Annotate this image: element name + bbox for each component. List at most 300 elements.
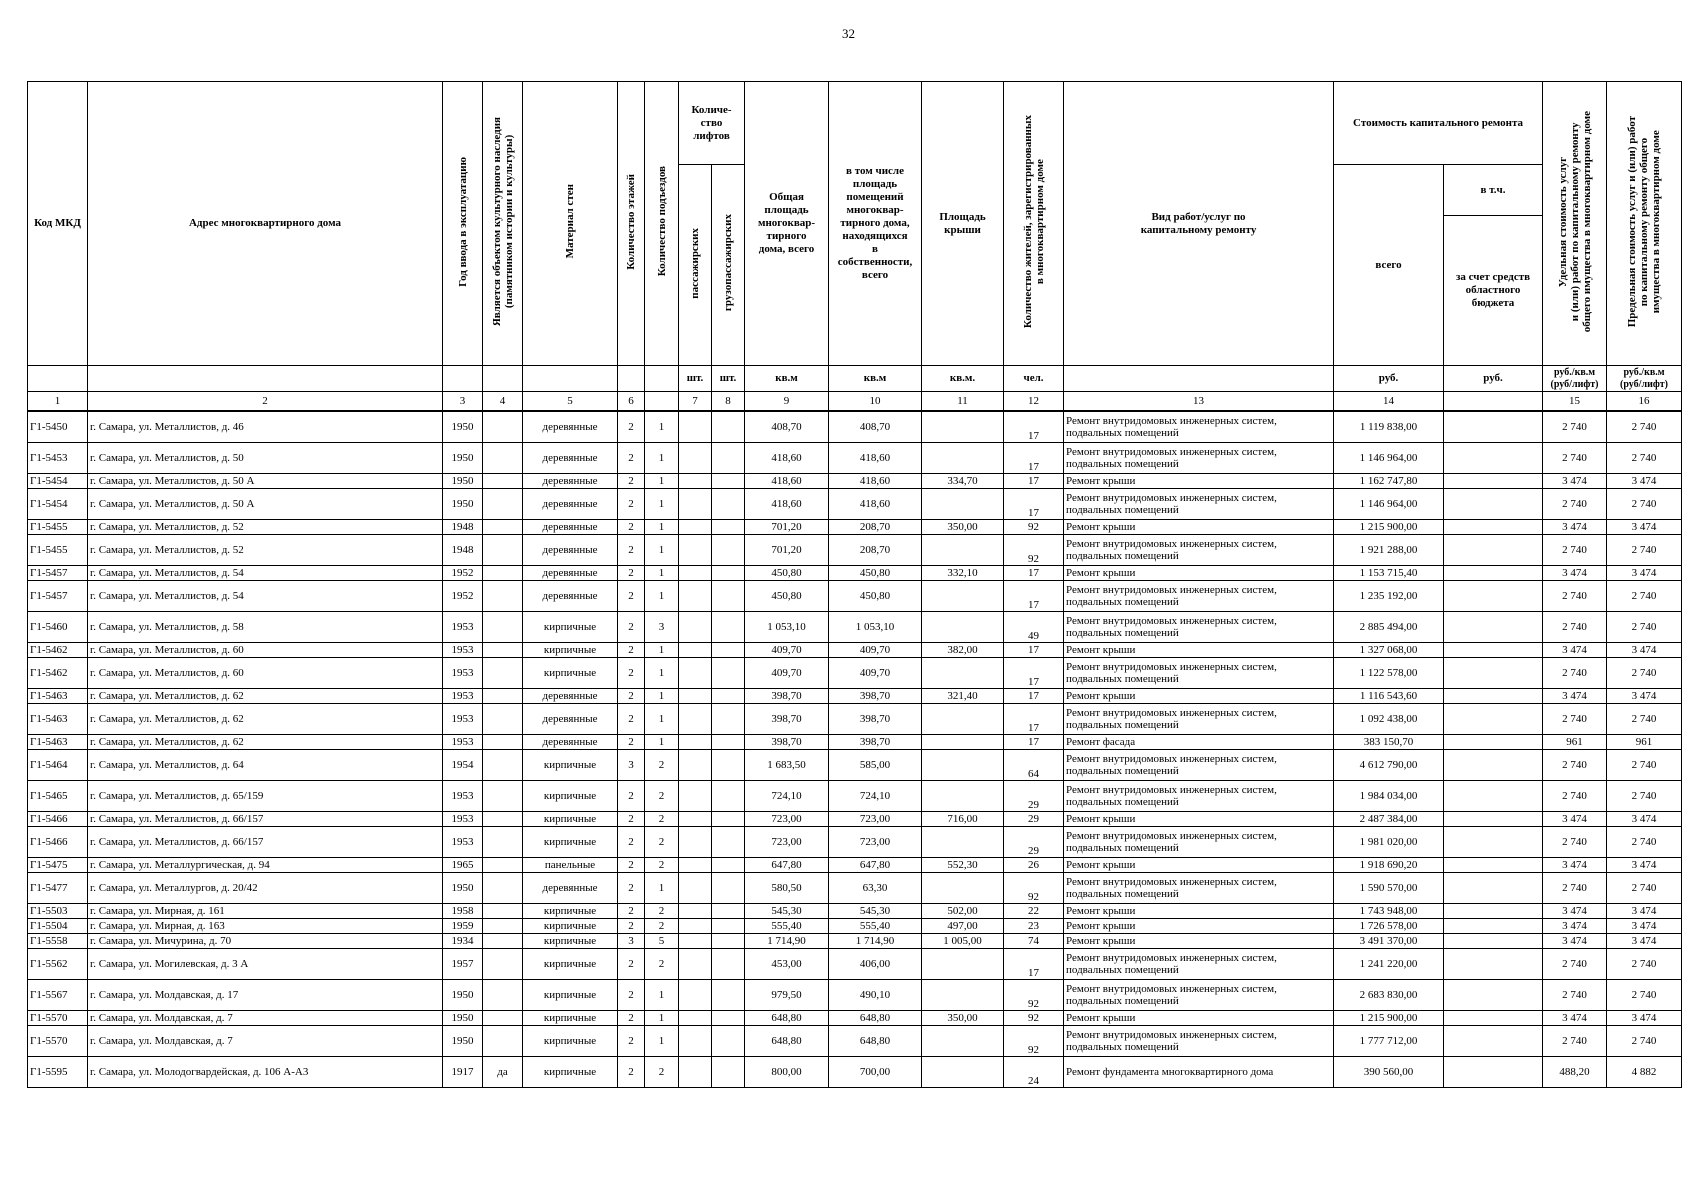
header-entrances: Количество подъездов [645, 82, 679, 366]
cell-material: деревянные [523, 443, 618, 474]
cell-material: кирпичные [523, 750, 618, 781]
cell-floors: 2 [618, 781, 645, 812]
cell-work-type: Ремонт крыши [1064, 934, 1334, 949]
header-cost-regional: за счет средств областного бюджета [1444, 216, 1543, 366]
table-row [28, 919, 1682, 934]
cell-residents: 17 [1004, 689, 1064, 704]
cell-heritage [483, 535, 523, 566]
cell-floors: 2 [618, 980, 645, 1011]
cell-limit-cost: 3 474 [1607, 919, 1682, 934]
cell-year: 1950 [443, 411, 483, 443]
header-work-type: Вид работ/услуг по капитальному ремонту [1064, 82, 1334, 366]
cell-floors: 2 [618, 581, 645, 612]
cell-owned-area: 418,60 [829, 474, 922, 489]
column-number: 15 [1543, 392, 1607, 412]
unit-people: чел. [1004, 366, 1064, 392]
cell-heritage [483, 919, 523, 934]
cell-cost-total: 1 984 034,00 [1334, 781, 1444, 812]
cell-cost-regional [1444, 535, 1543, 566]
cell-year: 1950 [443, 474, 483, 489]
cell-code: Г1-5463 [28, 704, 88, 735]
cell-total-area: 580,50 [745, 873, 829, 904]
cell-floors: 2 [618, 1057, 645, 1088]
cell-cost-total: 1 327 068,00 [1334, 643, 1444, 658]
cell-roof-area: 1 005,00 [922, 934, 1004, 949]
cell-material: кирпичные [523, 827, 618, 858]
column-number: 11 [922, 392, 1004, 412]
cell-entrances: 2 [645, 781, 679, 812]
cell-heritage [483, 812, 523, 827]
units-row [28, 366, 1682, 392]
cell-limit-cost: 2 740 [1607, 489, 1682, 520]
cell-limit-cost: 961 [1607, 735, 1682, 750]
cell-cost-regional [1444, 934, 1543, 949]
cell-material: кирпичные [523, 1026, 618, 1057]
cell-heritage [483, 904, 523, 919]
cell-total-area: 450,80 [745, 581, 829, 612]
cell-lifts-passenger [679, 704, 712, 735]
table-row [28, 904, 1682, 919]
cell-entrances: 2 [645, 812, 679, 827]
cell-cost-regional [1444, 411, 1543, 443]
cell-unit-cost: 3 474 [1543, 566, 1607, 581]
cell-cost-regional [1444, 873, 1543, 904]
cell-total-area: 723,00 [745, 827, 829, 858]
cell-entrances: 1 [645, 643, 679, 658]
capital-repair-table-container [27, 81, 1682, 1088]
cell-total-area: 418,60 [745, 489, 829, 520]
capital-repair-table [27, 81, 1682, 1088]
cell-code: Г1-5465 [28, 781, 88, 812]
cell-roof-area: 502,00 [922, 904, 1004, 919]
cell-work-type: Ремонт внутридомовых инженерных систем, подвальных помещений [1064, 581, 1334, 612]
cell-lifts-passenger [679, 489, 712, 520]
table-row [28, 949, 1682, 980]
cell-address: г. Самара, ул. Могилевская, д. 3 А [88, 949, 443, 980]
cell-lifts-passenger [679, 411, 712, 443]
cell-limit-cost: 2 740 [1607, 411, 1682, 443]
cell-owned-area: 724,10 [829, 781, 922, 812]
cell-work-type: Ремонт фасада [1064, 735, 1334, 750]
cell-residents: 17 [1004, 566, 1064, 581]
cell-owned-area: 398,70 [829, 735, 922, 750]
cell-residents: 92 [1004, 1011, 1064, 1026]
cell-owned-area: 398,70 [829, 704, 922, 735]
cell-unit-cost: 961 [1543, 735, 1607, 750]
cell-heritage [483, 443, 523, 474]
cell-floors: 2 [618, 689, 645, 704]
cell-entrances: 1 [645, 704, 679, 735]
cell-work-type: Ремонт внутридомовых инженерных систем, подвальных помещений [1064, 411, 1334, 443]
table-row [28, 827, 1682, 858]
table-row [28, 735, 1682, 750]
cell-material: кирпичные [523, 980, 618, 1011]
cell-heritage [483, 949, 523, 980]
table-row [28, 489, 1682, 520]
cell-cost-regional [1444, 581, 1543, 612]
cell-lifts-cargo [712, 827, 745, 858]
cell-floors: 3 [618, 934, 645, 949]
cell-material: деревянные [523, 704, 618, 735]
cell-total-area: 398,70 [745, 704, 829, 735]
cell-address: г. Самара, ул. Металлистов, д. 54 [88, 566, 443, 581]
cell-heritage [483, 489, 523, 520]
cell-lifts-passenger [679, 566, 712, 581]
cell-owned-area: 418,60 [829, 489, 922, 520]
cell-roof-area [922, 535, 1004, 566]
cell-code: Г1-5570 [28, 1011, 88, 1026]
cell-residents: 17 [1004, 581, 1064, 612]
cell-address: г. Самара, ул. Металлургов, д. 20/42 [88, 873, 443, 904]
cell-unit-cost: 2 740 [1543, 873, 1607, 904]
cell-total-area: 418,60 [745, 474, 829, 489]
cell-limit-cost: 2 740 [1607, 658, 1682, 689]
table-row [28, 934, 1682, 949]
cell-lifts-passenger [679, 735, 712, 750]
cell-address: г. Самара, ул. Мирная, д. 161 [88, 904, 443, 919]
cell-total-area: 409,70 [745, 643, 829, 658]
cell-cost-regional [1444, 704, 1543, 735]
table-row [28, 411, 1682, 443]
table-row [28, 858, 1682, 873]
cell-limit-cost: 2 740 [1607, 612, 1682, 643]
cell-residents: 17 [1004, 411, 1064, 443]
cell-code: Г1-5477 [28, 873, 88, 904]
cell-entrances: 1 [645, 735, 679, 750]
cell-heritage [483, 1011, 523, 1026]
cell-lifts-passenger [679, 474, 712, 489]
cell-year: 1953 [443, 704, 483, 735]
cell-cost-total: 1 122 578,00 [1334, 658, 1444, 689]
cell-entrances: 2 [645, 858, 679, 873]
cell-heritage [483, 520, 523, 535]
cell-floors: 2 [618, 566, 645, 581]
cell-owned-area: 700,00 [829, 1057, 922, 1088]
cell-code: Г1-5462 [28, 643, 88, 658]
cell-residents: 17 [1004, 474, 1064, 489]
column-number: 14 [1334, 392, 1444, 412]
cell-cost-total: 1 119 838,00 [1334, 411, 1444, 443]
cell-unit-cost: 3 474 [1543, 858, 1607, 873]
table-row [28, 980, 1682, 1011]
table-body [28, 411, 1682, 1088]
cell-residents: 17 [1004, 949, 1064, 980]
cell-roof-area: 350,00 [922, 1011, 1004, 1026]
cell-entrances: 2 [645, 1057, 679, 1088]
cell-year: 1950 [443, 980, 483, 1011]
cell-entrances: 1 [645, 474, 679, 489]
cell-owned-area: 409,70 [829, 643, 922, 658]
cell-limit-cost: 3 474 [1607, 689, 1682, 704]
unit-sqm-roof: кв.м. [922, 366, 1004, 392]
cell-year: 1948 [443, 535, 483, 566]
cell-work-type: Ремонт крыши [1064, 919, 1334, 934]
cell-residents: 92 [1004, 1026, 1064, 1057]
cell-total-area: 1 683,50 [745, 750, 829, 781]
cell-address: г. Самара, ул. Молдавская, д. 17 [88, 980, 443, 1011]
cell-address: г. Самара, ул. Металлистов, д. 58 [88, 612, 443, 643]
cell-roof-area: 497,00 [922, 919, 1004, 934]
unit-rub-regional: руб. [1444, 366, 1543, 392]
cell-entrances: 2 [645, 919, 679, 934]
cell-work-type: Ремонт внутридомовых инженерных систем, подвальных помещений [1064, 827, 1334, 858]
cell-work-type: Ремонт внутридомовых инженерных систем, подвальных помещений [1064, 1026, 1334, 1057]
unit-pcs-passenger: шт. [679, 366, 712, 392]
cell-heritage: да [483, 1057, 523, 1088]
cell-cost-total: 2 885 494,00 [1334, 612, 1444, 643]
cell-lifts-cargo [712, 689, 745, 704]
cell-lifts-cargo [712, 612, 745, 643]
cell-address: г. Самара, ул. Металлистов, д. 54 [88, 581, 443, 612]
cell-unit-cost: 2 740 [1543, 489, 1607, 520]
table-row [28, 689, 1682, 704]
cell-lifts-passenger [679, 520, 712, 535]
cell-total-area: 418,60 [745, 443, 829, 474]
table-row [28, 443, 1682, 474]
cell-total-area: 647,80 [745, 858, 829, 873]
cell-address: г. Самара, ул. Металлистов, д. 50 А [88, 489, 443, 520]
cell-owned-area: 1 053,10 [829, 612, 922, 643]
cell-address: г. Самара, ул. Металлистов, д. 46 [88, 411, 443, 443]
column-number: 1 [28, 392, 88, 412]
cell-material: кирпичные [523, 904, 618, 919]
cell-heritage [483, 858, 523, 873]
cell-code: Г1-5567 [28, 980, 88, 1011]
cell-year: 1953 [443, 612, 483, 643]
cell-lifts-cargo [712, 704, 745, 735]
cell-cost-total: 1 146 964,00 [1334, 443, 1444, 474]
cell-roof-area [922, 443, 1004, 474]
cell-address: г. Самара, ул. Металлистов, д. 50 [88, 443, 443, 474]
cell-unit-cost: 2 740 [1543, 1026, 1607, 1057]
table-row [28, 704, 1682, 735]
cell-cost-total: 1 726 578,00 [1334, 919, 1444, 934]
cell-roof-area: 382,00 [922, 643, 1004, 658]
cell-residents: 92 [1004, 535, 1064, 566]
cell-roof-area: 332,10 [922, 566, 1004, 581]
cell-cost-total: 1 146 964,00 [1334, 489, 1444, 520]
unit-rub-sqm-unit: руб./кв.м (руб/лифт) [1543, 366, 1607, 392]
table-row [28, 520, 1682, 535]
cell-lifts-cargo [712, 781, 745, 812]
cell-roof-area: 552,30 [922, 858, 1004, 873]
cell-total-area: 1 714,90 [745, 934, 829, 949]
cell-entrances: 1 [645, 566, 679, 581]
cell-year: 1965 [443, 858, 483, 873]
cell-year: 1954 [443, 750, 483, 781]
cell-entrances: 3 [645, 612, 679, 643]
cell-lifts-cargo [712, 873, 745, 904]
cell-heritage [483, 735, 523, 750]
cell-lifts-cargo [712, 904, 745, 919]
cell-year: 1953 [443, 812, 483, 827]
cell-lifts-passenger [679, 904, 712, 919]
cell-owned-area: 450,80 [829, 581, 922, 612]
cell-address: г. Самара, ул. Металлистов, д. 60 [88, 658, 443, 689]
cell-roof-area [922, 949, 1004, 980]
cell-work-type: Ремонт крыши [1064, 1011, 1334, 1026]
cell-address: г. Самара, ул. Мичурина, д. 70 [88, 934, 443, 949]
table-row [28, 581, 1682, 612]
cell-lifts-cargo [712, 658, 745, 689]
cell-material: кирпичные [523, 612, 618, 643]
cell-cost-regional [1444, 489, 1543, 520]
header-limit-cost: Предельная стоимость услуг и (или) работ по капитальному ремонту общего имущества в многоквартирном доме [1607, 82, 1682, 366]
cell-lifts-passenger [679, 1057, 712, 1088]
cell-material: деревянные [523, 689, 618, 704]
cell-material: кирпичные [523, 934, 618, 949]
cell-cost-regional [1444, 520, 1543, 535]
cell-unit-cost: 3 474 [1543, 689, 1607, 704]
cell-work-type: Ремонт внутридомовых инженерных систем, подвальных помещений [1064, 658, 1334, 689]
cell-address: г. Самара, ул. Металлистов, д. 62 [88, 735, 443, 750]
cell-floors: 2 [618, 612, 645, 643]
cell-cost-total: 1 235 192,00 [1334, 581, 1444, 612]
header-lifts: Количе- ство лифтов [679, 82, 745, 165]
cell-cost-total: 1 215 900,00 [1334, 520, 1444, 535]
table-row [28, 612, 1682, 643]
cell-unit-cost: 3 474 [1543, 934, 1607, 949]
cell-lifts-passenger [679, 535, 712, 566]
cell-owned-area: 585,00 [829, 750, 922, 781]
cell-material: панельные [523, 858, 618, 873]
cell-lifts-cargo [712, 411, 745, 443]
cell-address: г. Самара, ул. Металлистов, д. 66/157 [88, 827, 443, 858]
cell-limit-cost: 2 740 [1607, 827, 1682, 858]
cell-cost-regional [1444, 980, 1543, 1011]
cell-floors: 2 [618, 827, 645, 858]
cell-lifts-passenger [679, 949, 712, 980]
header-cost-group: Стоимость капитального ремонта [1334, 82, 1543, 165]
unit-sqm-total: кв.м [745, 366, 829, 392]
cell-total-area: 408,70 [745, 411, 829, 443]
cell-heritage [483, 704, 523, 735]
cell-year: 1953 [443, 689, 483, 704]
cell-unit-cost: 3 474 [1543, 919, 1607, 934]
cell-material: деревянные [523, 735, 618, 750]
cell-code: Г1-5455 [28, 520, 88, 535]
cell-unit-cost: 2 740 [1543, 980, 1607, 1011]
cell-cost-total: 1 241 220,00 [1334, 949, 1444, 980]
cell-code: Г1-5455 [28, 535, 88, 566]
cell-lifts-passenger [679, 612, 712, 643]
cell-floors: 2 [618, 489, 645, 520]
cell-floors: 2 [618, 474, 645, 489]
cell-lifts-cargo [712, 812, 745, 827]
cell-entrances: 1 [645, 411, 679, 443]
cell-roof-area [922, 489, 1004, 520]
cell-cost-total: 1 162 747,80 [1334, 474, 1444, 489]
column-number: 16 [1607, 392, 1682, 412]
table-row [28, 750, 1682, 781]
cell-cost-total: 1 743 948,00 [1334, 904, 1444, 919]
cell-code: Г1-5466 [28, 827, 88, 858]
column-number: 2 [88, 392, 443, 412]
cell-year: 1953 [443, 735, 483, 750]
cell-address: г. Самара, ул. Металлистов, д. 52 [88, 520, 443, 535]
cell-work-type: Ремонт крыши [1064, 689, 1334, 704]
header-material: Материал стен [523, 82, 618, 366]
cell-lifts-passenger [679, 1011, 712, 1026]
cell-cost-regional [1444, 781, 1543, 812]
cell-lifts-passenger [679, 919, 712, 934]
cell-cost-regional [1444, 735, 1543, 750]
cell-heritage [483, 411, 523, 443]
cell-cost-total: 2 683 830,00 [1334, 980, 1444, 1011]
cell-code: Г1-5503 [28, 904, 88, 919]
cell-code: Г1-5504 [28, 919, 88, 934]
cell-material: кирпичные [523, 949, 618, 980]
cell-cost-total: 1 116 543,60 [1334, 689, 1444, 704]
cell-roof-area [922, 1057, 1004, 1088]
cell-roof-area: 334,70 [922, 474, 1004, 489]
cell-work-type: Ремонт внутридомовых инженерных систем, подвальных помещений [1064, 489, 1334, 520]
cell-limit-cost: 3 474 [1607, 812, 1682, 827]
cell-floors: 2 [618, 904, 645, 919]
page-number: 32 [842, 26, 855, 41]
cell-roof-area: 350,00 [922, 520, 1004, 535]
cell-residents: 49 [1004, 612, 1064, 643]
cell-residents: 92 [1004, 980, 1064, 1011]
cell-residents: 29 [1004, 827, 1064, 858]
cell-lifts-cargo [712, 643, 745, 658]
cell-material: деревянные [523, 520, 618, 535]
cell-cost-total: 1 777 712,00 [1334, 1026, 1444, 1057]
cell-residents: 29 [1004, 781, 1064, 812]
cell-residents: 23 [1004, 919, 1064, 934]
cell-code: Г1-5454 [28, 474, 88, 489]
cell-entrances: 2 [645, 904, 679, 919]
cell-code: Г1-5570 [28, 1026, 88, 1057]
cell-year: 1953 [443, 643, 483, 658]
cell-cost-total: 1 092 438,00 [1334, 704, 1444, 735]
cell-cost-total: 4 612 790,00 [1334, 750, 1444, 781]
cell-lifts-passenger [679, 781, 712, 812]
table-row [28, 1026, 1682, 1057]
cell-lifts-passenger [679, 858, 712, 873]
cell-cost-total: 1 918 690,20 [1334, 858, 1444, 873]
header-code: Код МКД [28, 82, 88, 366]
cell-floors: 3 [618, 750, 645, 781]
column-number: 8 [712, 392, 745, 412]
cell-roof-area [922, 581, 1004, 612]
cell-address: г. Самара, ул. Металлистов, д. 64 [88, 750, 443, 781]
cell-entrances: 2 [645, 750, 679, 781]
cell-cost-regional [1444, 904, 1543, 919]
cell-floors: 2 [618, 1011, 645, 1026]
table-row [28, 1057, 1682, 1088]
cell-residents: 17 [1004, 735, 1064, 750]
column-number: 10 [829, 392, 922, 412]
cell-residents: 17 [1004, 658, 1064, 689]
cell-code: Г1-5460 [28, 612, 88, 643]
cell-limit-cost: 3 474 [1607, 643, 1682, 658]
cell-owned-area: 208,70 [829, 520, 922, 535]
cell-unit-cost: 2 740 [1543, 612, 1607, 643]
cell-limit-cost: 4 882 [1607, 1057, 1682, 1088]
header-address: Адрес многоквартирного дома [88, 82, 443, 366]
cell-unit-cost: 2 740 [1543, 411, 1607, 443]
table-row [28, 658, 1682, 689]
cell-work-type: Ремонт крыши [1064, 904, 1334, 919]
cell-lifts-cargo [712, 520, 745, 535]
cell-owned-area: 1 714,90 [829, 934, 922, 949]
cell-work-type: Ремонт внутридомовых инженерных систем, подвальных помещений [1064, 980, 1334, 1011]
cell-cost-total: 1 590 570,00 [1334, 873, 1444, 904]
cell-code: Г1-5450 [28, 411, 88, 443]
column-number: 4 [483, 392, 523, 412]
cell-unit-cost: 2 740 [1543, 581, 1607, 612]
